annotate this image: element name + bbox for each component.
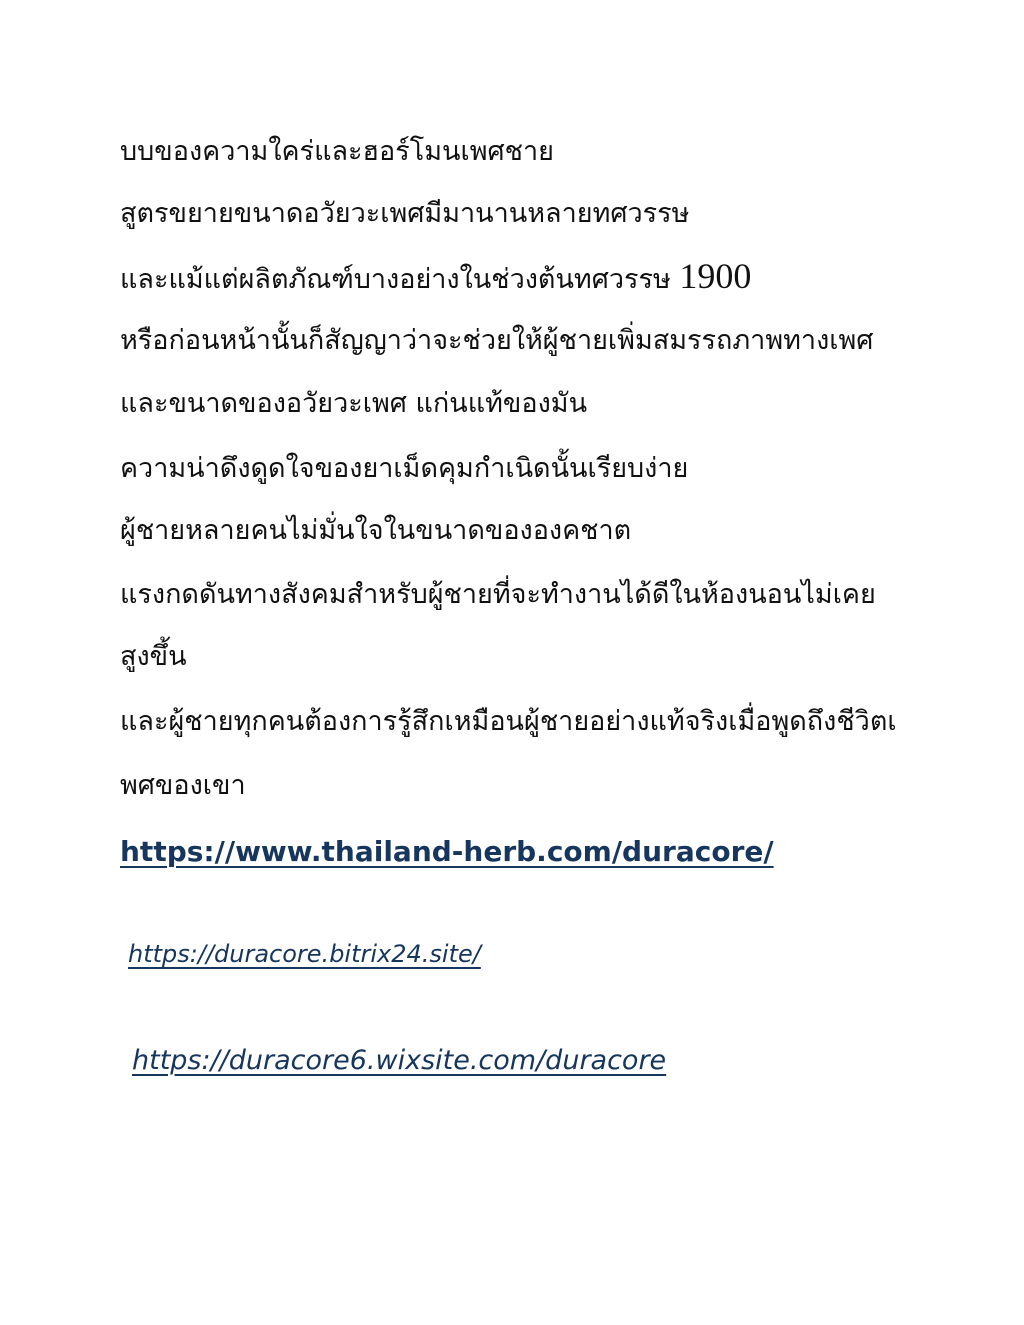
text-line-11: พศของเขา: [120, 770, 246, 801]
text-line-1: บบของความใคร่และฮอร์โมนเพศชาย: [120, 136, 554, 167]
year-number: 1900: [679, 256, 752, 296]
text-line-10: และผู้ชายทุกคนต้องการรู้สึกเหมือนผู้ชายอย่างแท้จริงเมื่อพูดถึงชีวิตเ: [120, 706, 897, 737]
link-thailand-herb[interactable]: https://www.thailand-herb.com/duracore/: [120, 835, 774, 868]
text-line-2: สูตรขยายขนาดอวัยวะเพศมีมานานหลายทศวรรษ: [120, 198, 690, 229]
text-line-3-thai: และแม้แต่ผลิตภัณฑ์บางอย่างในช่วงต้นทศวรรษ: [120, 264, 671, 295]
text-line-4: หรือก่อนหน้านั้นก็สัญญาว่าจะช่วยให้ผู้ชายเพิ่มสมรรถภาพทางเพศ: [120, 325, 874, 356]
text-line-6: ความน่าดึงดูดใจของยาเม็ดคุมกำเนิดนั้นเรียบง่าย: [120, 453, 689, 484]
text-line-9: สูงขึ้น: [120, 641, 187, 672]
text-line-8: แรงกดดันทางสังคมสำหรับผู้ชายที่จะทำงานได้ดีในห้องนอนไม่เคย: [120, 579, 876, 610]
link-bitrix24[interactable]: https://duracore.bitrix24.site/: [128, 940, 481, 968]
link-wixsite[interactable]: https://duracore6.wixsite.com/duracore: [132, 1045, 667, 1076]
text-line-7: ผู้ชายหลายคนไม่มั่นใจในขนาดขององคชาต: [120, 515, 632, 546]
text-line-5: และขนาดของอวัยวะเพศ แก่นแท้ของมัน: [120, 388, 588, 419]
text-line-3: [120, 258, 751, 294]
